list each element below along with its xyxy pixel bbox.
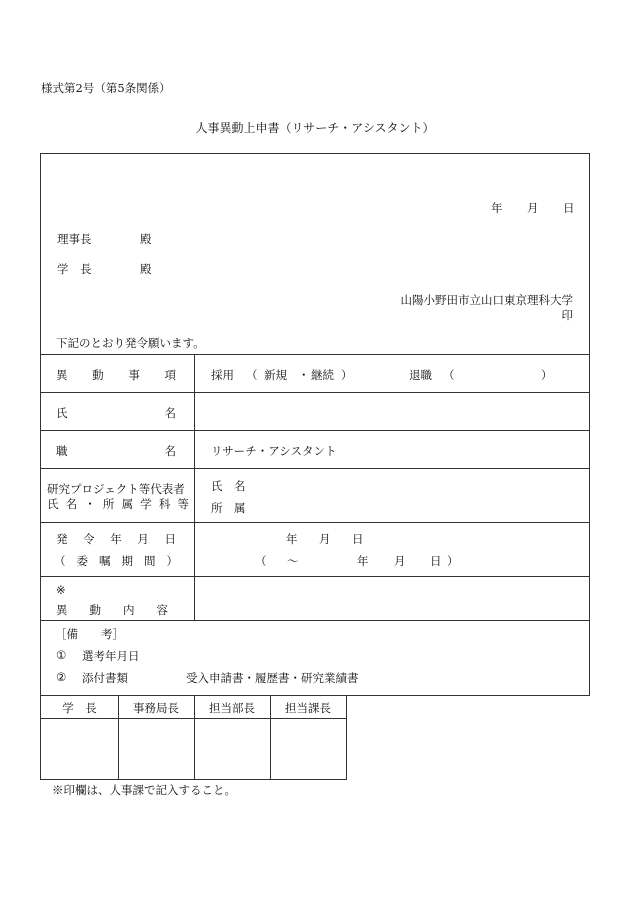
label-char: 名 [164, 444, 176, 458]
label-char: 職 [56, 444, 68, 458]
hatsurei-month: 月 [319, 532, 331, 546]
shinki-option: 新規 [264, 368, 287, 382]
date-month: 月 [527, 201, 539, 215]
label-char: 期 [121, 554, 133, 568]
label-hatsurei-line2 [54, 553, 178, 569]
remark-text: 選考年月日 [82, 649, 140, 663]
label-char: 事 [128, 368, 140, 382]
addressee-president: 学 長 [57, 262, 92, 276]
approval-department-head: 担当部長 [209, 701, 255, 715]
seal-mark: 印 [561, 308, 573, 322]
label-char: 属 [121, 497, 134, 511]
remark-num: ② [56, 670, 67, 684]
label-idou-jikou [56, 367, 176, 383]
label-char: 異 [56, 368, 68, 382]
remark-num: ① [56, 648, 67, 662]
label-char: 動 [92, 368, 104, 382]
row-divider [40, 620, 590, 621]
footnote: ※印欄は、人事課で記入すること。 [52, 783, 236, 797]
date-day: 日 [563, 201, 575, 215]
label-char: 令 [83, 532, 95, 546]
label-char: 科 [158, 497, 171, 511]
period-paren-open: （ [255, 554, 267, 568]
hatsurei-year: 年 [286, 532, 298, 546]
addressee-honorific: 殿 [140, 232, 152, 246]
label-char: 間 [144, 554, 156, 568]
approval-president: 学 長 [62, 701, 97, 715]
saiyou-option: 採用 [211, 368, 234, 382]
remark-text: 添付書類 [82, 671, 128, 685]
intro-text: 下記のとおり発令願います。 [56, 336, 205, 350]
label-char: 動 [89, 603, 101, 617]
period-paren-close: ） [447, 554, 459, 568]
label-char: 年 [110, 532, 122, 546]
period-day: 日 [430, 554, 442, 568]
separator-dot: ・ [298, 368, 310, 382]
approval-secretary-general: 事務局長 [133, 701, 179, 715]
addressee-chairman: 理事長 [57, 232, 92, 246]
label-char: 等 [177, 497, 189, 511]
label-idou-naiyou [56, 602, 168, 618]
row-divider [40, 354, 590, 355]
sub-label-name: 氏 名 [211, 479, 246, 493]
sender-organization: 山陽小野田市立山口東京理科大学 [400, 293, 573, 307]
label-char: 所 [102, 497, 115, 511]
label-char: 項 [164, 368, 176, 382]
label-hatsurei-line1 [56, 531, 176, 547]
label-kenkyu-line1: 研究プロジェクト等代表者 [47, 482, 185, 496]
label-char: ・ [84, 497, 96, 511]
label-kenkyu-line2 [47, 496, 189, 512]
approval-section-head: 担当課長 [285, 701, 331, 715]
addressee-honorific: 殿 [140, 262, 152, 276]
kome-mark: ※ [56, 583, 66, 597]
label-char: 日 [164, 532, 176, 546]
keizoku-option: 継続 [311, 368, 334, 382]
period-year: 年 [357, 554, 369, 568]
label-char: 名 [164, 406, 176, 420]
page-title: 人事異動上申書（リサーチ・アシスタント） [195, 121, 435, 135]
date-year: 年 [491, 201, 503, 215]
label-char: 氏 [56, 406, 68, 420]
paren-open: （ [443, 368, 455, 382]
label-char: 内 [123, 603, 135, 617]
label-shoku [56, 443, 176, 459]
label-char: 委 [76, 554, 88, 568]
sub-label-affiliation: 所 属 [211, 501, 246, 515]
position-value: リサーチ・アシスタント [211, 444, 337, 458]
label-shimei [56, 405, 176, 421]
label-char: 名 [65, 497, 78, 511]
label-char: 発 [56, 532, 68, 546]
label-char: 容 [156, 603, 168, 617]
row-divider [40, 430, 590, 431]
period-tilde: ～ [287, 554, 299, 568]
label-char: 氏 [47, 497, 59, 511]
label-char: ） [166, 554, 178, 568]
label-char: 月 [137, 532, 149, 546]
period-month: 月 [394, 554, 406, 568]
row-divider [40, 522, 590, 523]
paren-open: （ [246, 368, 258, 382]
paren-close: ） [541, 368, 553, 382]
label-char: 学 [140, 497, 152, 511]
column-divider [194, 354, 195, 620]
paren-close: ） [341, 368, 353, 382]
form-id: 様式第2号（第5条関係） [41, 81, 171, 95]
label-char: 嘱 [99, 554, 111, 568]
row-divider [40, 392, 590, 393]
taishoku-option: 退職 [409, 368, 432, 382]
remarks-header: ［備 考］ [55, 627, 124, 641]
approval-table [40, 696, 347, 780]
label-char: 異 [56, 603, 68, 617]
row-divider [40, 468, 590, 469]
hatsurei-day: 日 [352, 532, 364, 546]
label-char: （ [54, 554, 66, 568]
row-divider [40, 576, 590, 577]
attached-documents: 受入申請書・履歴書・研究業績書 [186, 671, 359, 685]
